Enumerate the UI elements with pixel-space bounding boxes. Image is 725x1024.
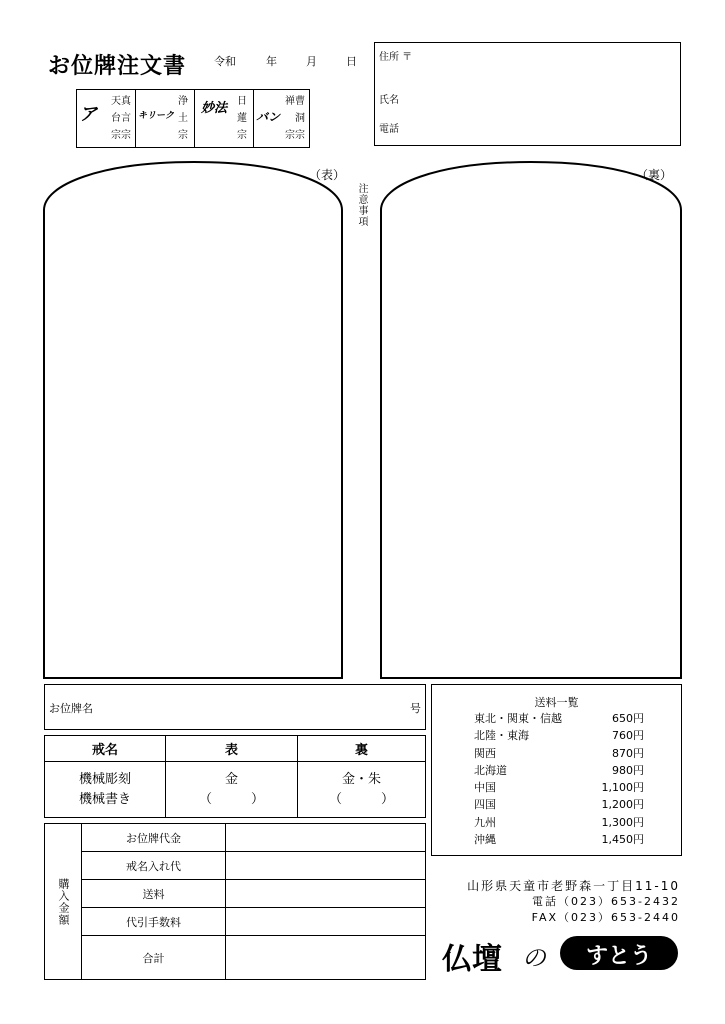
- sect-seal-myoho: 妙法: [200, 101, 227, 116]
- notice-label: 注意事項: [356, 183, 367, 227]
- date-month: 月: [306, 55, 317, 68]
- front-color: 金: [224, 771, 238, 787]
- ihai-name-label: お位牌名: [49, 702, 93, 715]
- sect-line: 宗宗: [111, 130, 131, 141]
- date-year: 年: [266, 55, 277, 68]
- sect-line: 天真: [111, 96, 131, 107]
- ihai-name-box[interactable]: [44, 684, 426, 730]
- shipping-row: 関西 870円: [474, 746, 644, 760]
- sect-seal-ban: バン: [256, 110, 281, 124]
- purchase-row-value[interactable]: [226, 852, 426, 880]
- shipping-row: 北海道 980円: [474, 763, 644, 777]
- logo-main: 仏壇: [442, 942, 502, 977]
- sect-line: 浄: [178, 96, 188, 107]
- shop-address: 山形県天童市老野森一丁目11-10: [467, 879, 680, 893]
- shop-fax: FAX（023）653-2440: [531, 911, 680, 924]
- front-option-cell[interactable]: [166, 762, 298, 818]
- shop-logo: [442, 932, 682, 977]
- shipping-row: 中国 1,100円: [474, 781, 644, 795]
- logo-brand: すとう: [585, 944, 652, 969]
- shipping-title: 送料一覧: [534, 696, 579, 709]
- purchase-row-value[interactable]: [226, 824, 426, 852]
- purchase-row-label: 合計: [82, 936, 226, 980]
- front-header: 表: [166, 736, 298, 762]
- sect-line: 台言: [111, 113, 131, 124]
- purchase-row-label: お位牌代金: [82, 824, 226, 852]
- back-label: （裏）: [636, 168, 673, 182]
- purchase-row-value[interactable]: [226, 880, 426, 908]
- sect-seal-a: ア: [79, 104, 97, 125]
- shipping-list: [474, 710, 644, 848]
- kaimyo-table: [44, 735, 426, 818]
- method-cell: [45, 762, 166, 818]
- address-label: 住所 〒: [379, 52, 413, 63]
- shipping-row: 北陸・東海 760円: [474, 729, 644, 743]
- sect-line: 土: [178, 113, 188, 124]
- page-title: お位牌注文書: [48, 54, 187, 79]
- purchase-row-label: 送料: [82, 880, 226, 908]
- logo-brand-badge: [560, 936, 678, 970]
- method-write[interactable]: 機械書き: [78, 791, 131, 807]
- front-label: （表）: [309, 168, 346, 182]
- shipping-box: [431, 684, 682, 856]
- shipping-row: 四国 1,200円: [474, 798, 644, 812]
- phone-label: 電話: [379, 124, 399, 135]
- back-color: 金・朱: [341, 771, 381, 787]
- name-label: 氏名: [379, 95, 399, 106]
- tablet-back-outline: [381, 162, 681, 678]
- sect-seal-kiriku: キリーク: [138, 111, 175, 121]
- purchase-row-label: 戒名入れ代: [82, 852, 226, 880]
- purchase-row-value[interactable]: [226, 936, 426, 980]
- purchase-row-label: 代引手数料: [82, 908, 226, 936]
- sect-line: 宗: [237, 130, 247, 141]
- purchase-side-label: 購入金額: [57, 877, 70, 926]
- tablet-front-outline: [44, 162, 342, 678]
- back-paren: （ ）: [328, 791, 394, 807]
- purchase-side-cell: [45, 824, 82, 980]
- logo-no: の: [522, 944, 546, 972]
- back-header: 裏: [298, 736, 426, 762]
- shipping-row: 東北・関東・信越 650円: [474, 712, 644, 725]
- sect-line: 宗宗: [285, 130, 305, 141]
- method-engrave[interactable]: 機械彫刻: [78, 771, 131, 787]
- sect-line: 日: [237, 96, 247, 107]
- shop-phone: 電話（023）653-2432: [532, 895, 680, 908]
- date-day: 日: [346, 55, 357, 68]
- shipping-row: 沖縄 1,450円: [474, 833, 644, 847]
- back-option-cell[interactable]: [298, 762, 426, 818]
- shipping-row: 九州 1,300円: [474, 815, 644, 829]
- sect-line: 洞: [295, 113, 305, 124]
- purchase-table: [44, 823, 426, 980]
- ihai-name-suffix: 号: [410, 702, 421, 715]
- sect-line: 蓮: [237, 113, 247, 124]
- date-era: 令和: [214, 55, 236, 68]
- front-paren: （ ）: [198, 791, 264, 807]
- sect-line: 宗: [178, 130, 188, 141]
- kaimyo-header: 戒名: [45, 736, 166, 762]
- sect-line: 禅曹: [285, 96, 305, 107]
- purchase-row-value[interactable]: [226, 908, 426, 936]
